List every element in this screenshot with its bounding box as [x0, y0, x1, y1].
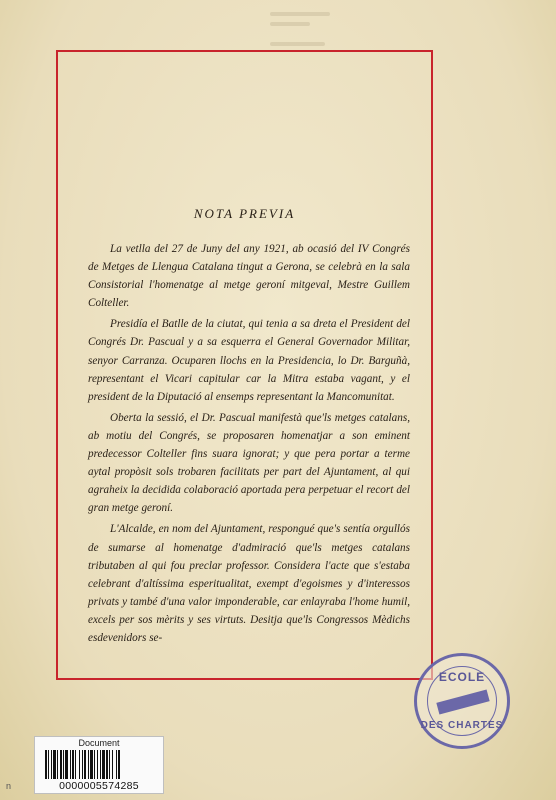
corner-mark: n — [6, 781, 12, 791]
red-border-frame — [56, 50, 433, 680]
library-stamp — [414, 653, 510, 749]
stamp-bottom-text: DES CHARTES — [420, 720, 504, 731]
barcode-number: 0000005574285 — [59, 780, 139, 792]
paragraph: L'Alcalde, en nom del Ajuntament, respongué que's sentía orgullós de sumarse al homenatge d'admiració que'ls metges catalans tributaben al qui fou preclar professor. Considera l'acte que s'estaba celebrant d'altíssima esperitualitat, exempt d'egoismes y d'interessos privats y també d'una valor imponderable, car enlayraba l'home humil, excels per sos mèrits y ses virtuts. Desitja que'ls Congressos Mèdichs esdevenidors se- — [88, 523, 410, 644]
barcode-icon — [45, 750, 155, 779]
paragraph: Presidía el Batlle de la ciutat, qui tenia a sa dreta el President del Congrés Dr. Pascual y a sa esquerra el General Governador Militar, senyor Carranza. Ocuparen llochs en la Presidencia, lo Dr. Barguñà, representant el Vicari capitular car la Mitra estaba vagant, y el president de la Diputació al ensemps representant la Mancomunitat. — [88, 318, 410, 403]
body-text — [88, 240, 410, 650]
paragraph: Oberta la sessió, el Dr. Pascual manifestà que'ls metges catalans, ab motiu del Congrés, se proposaren homenatjar a son eminent predecessor Colteller fins suara ignorat; y que pera portar a terme aytal propòsit sols trobaren facilitats per part del Ajuntament, al qui agraheix la decidida colaboració aportada pera perpetuar el recort del gran metge geroní. — [88, 411, 410, 515]
stamp-top-text: ECOLE — [438, 670, 486, 684]
barcode-label — [34, 736, 164, 794]
barcode-title: Document — [78, 738, 120, 748]
page-heading: NOTA PREVIA — [193, 206, 296, 221]
paragraph: La vetlla del 27 de Juny del any 1921, ab ocasió del IV Congrés de Metges de Llengua Catalana tingut a Gerona, se celebrà en la sala Consistorial l'homenatge al metge geroní mitgeval, Mestre Guillem Colteller. — [88, 243, 410, 310]
